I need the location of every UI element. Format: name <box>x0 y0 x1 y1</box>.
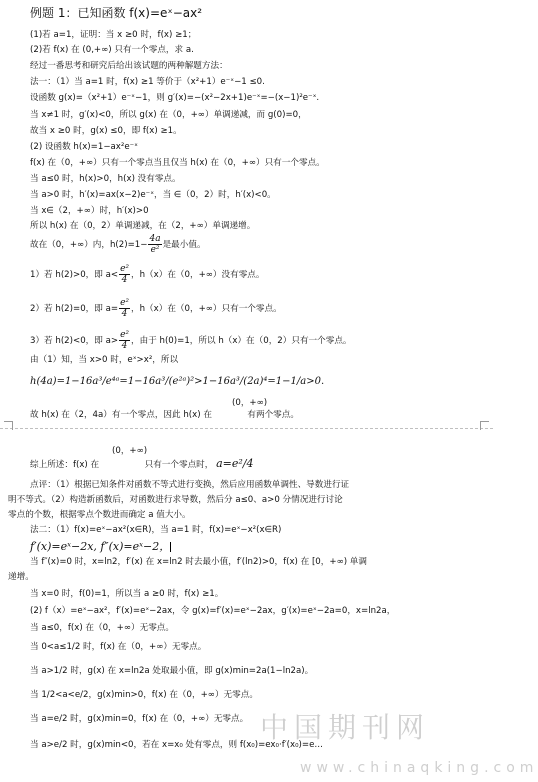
comment-line: 点评：（1）根据已知条件对函数不等式进行变换，然后应用函数单调性、导数进行证 <box>30 480 350 490</box>
question-part-2: (2)若 f(x) 在 (0,+∞) 只有一个零点，求 a. <box>30 45 194 55</box>
watermark-logo-text: 中国期刊网 <box>260 711 431 744</box>
fraction: $\frac{4a}{\text{e²}}$ <box>149 234 161 255</box>
text-line: 所以 h(x) 在（0，2）单调递减，在（2，+∞）单调递增。 <box>30 221 256 231</box>
conclusion: 综上所述：f(x) 在 只有一个零点时， a=e²/4 <box>30 457 254 470</box>
text-line: 由（1）知，当 x>0 时，eˣ>x²，所以 <box>30 355 179 365</box>
comment-line: 明不等式。（2）构造新函数后，对函数进行求导数，然后分 a≤0、a>0 分情况进行讨论 <box>8 495 343 505</box>
text-line: 当 a>1/2 时，g(x) 在 x=ln2a 处取最小值，即 g(x)min=2a(1−ln2a)。 <box>30 666 314 676</box>
watermark-url: www.chinaqking.com <box>300 760 538 776</box>
case-1: 1）若 h(2)>0，即 a< $\frac{\text{e²}}{4}$ ，h（x）在（0，+∞）没有零点。 <box>30 264 265 285</box>
case-2: 2）若 h(2)=0，即 a= $\frac{\text{e²}}{4}$ ，h（x）在（0，+∞）只有一个零点。 <box>30 298 282 319</box>
question-part-1: (1)若 a=1，证明：当 x ≥0 时，f(x) ≥1； <box>30 30 197 40</box>
text-line: 故在（0，+∞）内，h(2)=1− $\frac{4a}{\text{e²}}$ 是最小值。 <box>30 234 206 255</box>
text-line: 当 a>e/2 时，g(x)min<0，若在 x=x₀ 处有零点，则 f(x₀)=ex₀·f′(x₀)=e… <box>30 740 323 750</box>
text-line: 当 a≤0，f(x) 在（0，+∞）无零点。 <box>30 623 174 633</box>
equation: f′(x)=eˣ−2x, f″(x)=eˣ−2， <box>30 540 171 553</box>
text-line: 当 x∈（2，+∞）时，h′(x)>0 <box>30 206 149 216</box>
text-line: (2) 设函数 h(x)=1−ax²e⁻ˣ <box>30 142 138 152</box>
method-2-line: 法二：（1）f(x)=eˣ−ax²(x∈R)，当 a=1 时，f(x)=eˣ−x²(x∈R) <box>30 525 282 535</box>
interval-label: (0，+∞) <box>232 398 268 408</box>
example-title: 例题 1：已知函数 f(x)=eˣ−ax² <box>30 6 203 20</box>
fraction: $\frac{\text{e²}}{4}$ <box>120 264 129 285</box>
text-line: 当 x≠1 时，g′(x)<0，所以 g(x) 在（0，+∞）单调递减，而 g(0)=0， <box>30 110 307 120</box>
text-line: 递增。 <box>8 572 34 582</box>
text-line: 当 f″(x)=0 时，x=ln2，f′(x) 在 x=ln2 时去最小值，f′(ln2)>0，f(x) 在 [0，+∞) 单调 <box>30 557 367 567</box>
text-line: 当 a≤0 时，h(x)>0，h(x) 没有零点。 <box>30 174 181 184</box>
text-line: 当 a>0 时，h′(x)=ax(x−2)e⁻ˣ，当 ∈（0，2）时，h′(x)<0。 <box>30 190 276 200</box>
fraction: $\frac{\text{e²}}{4}$ <box>120 298 129 319</box>
text-line: (2) f（x）=eˣ−ax²，f′(x)=eˣ−2ax，令 g(x)=f′(x)=eˣ−2ax，g′(x)=eˣ−2a=0，x=ln2a， <box>30 606 396 616</box>
interval-label: (0，+∞) <box>112 446 148 456</box>
text-line: f(x) 在（0，+∞）只有一个零点当且仅当 h(x) 在（0，+∞）只有一个零点。 <box>30 158 325 168</box>
page-break <box>0 428 493 441</box>
method-1-line: 法一：（1）当 a=1 时，f(x) ≥1 等价于（x²+1）e⁻ˣ−1 ≤0. <box>30 77 265 87</box>
comment-line: 零点的个数，根据零点个数进而确定 a 值大小。 <box>8 510 191 520</box>
text-line: 当 x=0 时，f(0)=1，所以当 a ≥0 时，f(x) ≥1。 <box>30 589 224 599</box>
text-line: 故 h(x) 在（2，4a）有一个零点，因此 h(x) 在 有两个零点。 <box>30 410 299 420</box>
case-3: 3）若 h(2)<0，即 a> $\frac{\text{e²}}{4}$ ，由于 h(0)=1，所以 h（x）在（0，2）只有一个零点。 <box>30 330 352 351</box>
text-line: 当 0<a≤1/2 时，f(x) 在（0，+∞）无零点。 <box>30 642 207 652</box>
text-line: 当 1/2<a<e/2，g(x)min>0，f(x) 在（0，+∞）无零点。 <box>30 690 258 700</box>
text-line: 设函数 g(x)=（x²+1）e⁻ˣ−1，则 g′(x)=−(x²−2x+1)e⁻ˣ=−(x−1)²e⁻ˣ. <box>30 93 320 103</box>
text-line: 经过一番思考和研究后给出该试题的两种解题方法： <box>30 61 228 71</box>
text-line: 故当 x ≥0 时，g(x) ≤0，即 f(x) ≥1。 <box>30 126 182 136</box>
text-cursor <box>170 542 171 552</box>
text-line: 当 a=e/2 时，g(x)min=0，f(x) 在（0，+∞）无零点。 <box>30 714 249 724</box>
equation: h(4a)=1−16a³/e⁴ᵃ=1−16a³/(e²ᵃ)²>1−16a³/(2a)⁴=1−1/a>0. <box>30 376 325 387</box>
fraction: $\frac{\text{e²}}{4}$ <box>120 330 129 351</box>
